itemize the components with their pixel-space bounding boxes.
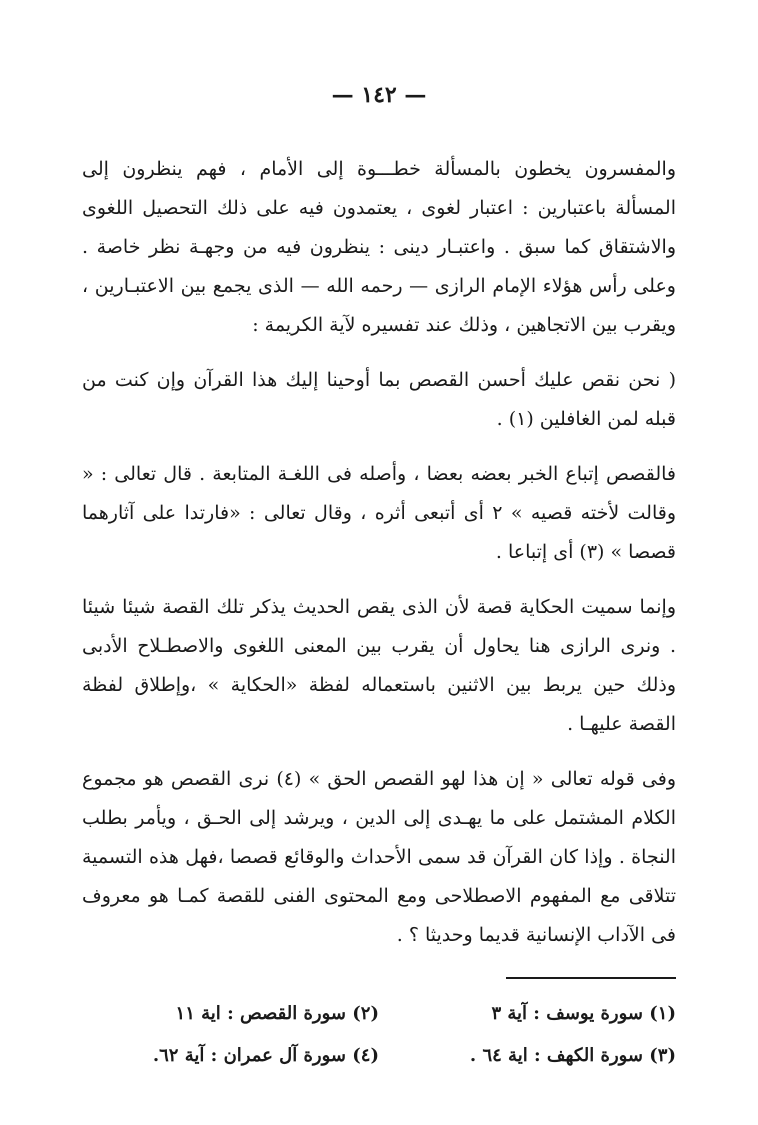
paragraph-1: والمفسرون يخطون بالمسألة خطـــوة إلى الأمام ، فهم ينظرون إلى المسألة باعتبارين : اعتبار لغوى ، يعتمدون فيه على ذلك التحصيل اللغوى والاشتقاق كما سبق . واعتبـار دينى : ينظرون فيه من وجهـة نظر خاصة . وعلى رأس هؤلاء الإمام الرازى — رحمه الله — الذى يجمع بين الاعتبـارين ، ويقرب بين الاتجاهين ، وذلك عند تفسيره لآية الكريمة :	[82, 158, 676, 336]
footnote-4: (٤) سورة آل عمران : آية ٦٢.	[152, 1045, 379, 1066]
footnote-row	[82, 1035, 676, 1077]
paragraph-2: فالقصص إتباع الخبر بعضه بعضا ، وأصله فى اللغـة المتابعة . قال تعالى : « وقالت لأخته قصيه » ٢ أى أتبعى أثره ، وقال تعالى : «فارتدا على آثارهما قصصا » (٣) أى إتباعا .	[82, 463, 676, 563]
footnote-2: (٢) سورة القصص : اية ١١	[175, 1003, 379, 1024]
paragraph-quran-verse: ( نحن نقص عليك أحسن القصص بما أوحينا إليك هذا القرآن وإن كنت من قبله لمن الغافلين (١) .	[82, 369, 676, 430]
paragraph-4: وفى قوله تعالى « إن هذا لهو القصص الحق » (٤) نرى القصص هو مجموع الكلام المشتمل على ما يهـدى إلى الدين ، ويرشد إلى الحـق ، ويأمر بطلب النجاة . وإذا كان القرآن قد سمى الأحداث والوقائع قصصا ،فهل هذه التسمية تتلاقى مع المفهوم الاصطلاحى ومع المحتوى الفنى للقصة كمـا هو معروف فى الآداب الإنسانية قديما وحديثا ؟ .	[82, 768, 676, 946]
footnote-row	[82, 993, 676, 1035]
page-number: — ١٤٢ —	[331, 82, 427, 108]
footnotes	[82, 993, 676, 1077]
footnote-divider	[506, 977, 676, 979]
footnote-3: (٣) سورة الكهف : اية ٦٤ .	[469, 1045, 676, 1066]
paragraph-3: وإنما سميت الحكاية قصة لأن الذى يقص الحديث يذكر تلك القصة شيئا شيئا . ونرى الرازى هنا يحاول أن يقرب بين المعنى اللغوى والاصطـلاح الأدبى وذلك حين يربط بين الاثنين باستعماله لفظة «الحكاية » ،وإطلاق لفظة القصة عليهـا .	[82, 596, 676, 735]
footnote-1: (١) سورة يوسف : آية ٣	[491, 1003, 676, 1024]
